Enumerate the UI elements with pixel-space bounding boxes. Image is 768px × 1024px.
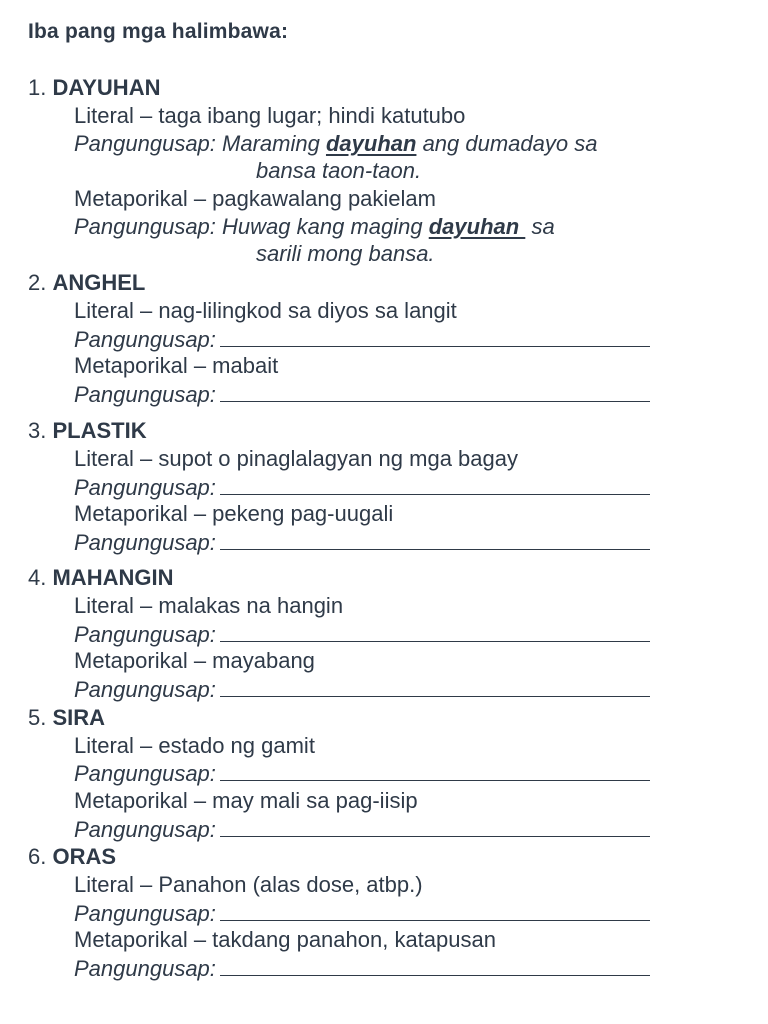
sentence-label: Pangungusap: (74, 214, 216, 239)
example-number: 3. (28, 418, 47, 443)
literal-definition: Literal – malakas na hangin (74, 593, 344, 618)
example-heading-sira (28, 705, 105, 731)
literal-sentence (74, 131, 597, 157)
sentence-continuation: bansa taon-taon. (256, 158, 422, 183)
literal-sentence (74, 474, 650, 501)
metaphorical-definition: Metaporikal – pagkawalang pakielam (74, 186, 436, 211)
answer-blank[interactable] (220, 760, 650, 781)
sentence-text-pre: Huwag kang maging (222, 214, 423, 239)
sentence-label: Pangungusap: (74, 817, 216, 842)
sentence-continuation: sarili mong bansa. (256, 241, 435, 266)
answer-blank[interactable] (220, 474, 650, 495)
sentence-text-pre: Maraming (222, 131, 320, 156)
literal-definition: Literal – nag-lilingkod sa diyos sa langit (74, 298, 457, 323)
page-title: Iba pang mga halimbawa: (28, 20, 289, 43)
example-heading-plastik (28, 418, 147, 444)
answer-blank[interactable] (220, 621, 650, 642)
metaphorical-sentence (74, 955, 650, 982)
literal-definition: Literal – estado ng gamit (74, 733, 315, 758)
metaphorical-sentence (74, 214, 555, 240)
sentence-label: Pangungusap: (74, 901, 216, 926)
answer-blank[interactable] (220, 955, 650, 976)
literal-sentence (74, 326, 650, 353)
example-heading-dayuhan (28, 75, 160, 101)
example-word: ORAS (52, 844, 117, 869)
literal-definition: Literal – taga ibang lugar; hindi katutubo (74, 103, 466, 128)
example-word: PLASTIK (52, 418, 147, 443)
metaphorical-sentence (74, 676, 650, 703)
sentence-label: Pangungusap: (74, 327, 216, 352)
sentence-keyword: dayuhan (325, 131, 417, 156)
metaphorical-definition: Metaporikal – may mali sa pag-iisip (74, 788, 418, 813)
sentence-keyword: dayuhan (428, 214, 526, 239)
sentence-label: Pangungusap: (74, 677, 216, 702)
sentence-label: Pangungusap: (74, 382, 216, 407)
example-number: 2. (28, 270, 47, 295)
answer-blank[interactable] (220, 326, 650, 347)
example-heading-anghel (28, 270, 145, 296)
example-number: 1. (28, 75, 47, 100)
answer-blank[interactable] (220, 816, 650, 837)
literal-sentence (74, 900, 650, 927)
literal-definition: Literal – Panahon (alas dose, atbp.) (74, 872, 423, 897)
metaphorical-sentence (74, 381, 650, 408)
metaphorical-definition: Metaporikal – pekeng pag-uugali (74, 501, 394, 526)
metaphorical-definition: Metaporikal – takdang panahon, katapusan (74, 927, 496, 952)
metaphorical-definition: Metaporikal – mabait (74, 353, 279, 378)
example-word: SIRA (52, 705, 106, 730)
example-word: DAYUHAN (52, 75, 161, 100)
example-heading-mahangin (28, 565, 173, 591)
answer-blank[interactable] (220, 381, 650, 402)
example-number: 6. (28, 844, 47, 869)
example-word: MAHANGIN (52, 565, 174, 590)
answer-blank[interactable] (220, 529, 650, 550)
answer-blank[interactable] (220, 676, 650, 697)
example-number: 4. (28, 565, 47, 590)
example-number: 5. (28, 705, 47, 730)
sentence-label: Pangungusap: (74, 956, 216, 981)
sentence-text-post: ang dumadayo sa (422, 131, 598, 156)
example-word: ANGHEL (52, 270, 146, 295)
sentence-label: Pangungusap: (74, 530, 216, 555)
sentence-label: Pangungusap: (74, 761, 216, 786)
metaphorical-definition: Metaporikal – mayabang (74, 648, 315, 673)
metaphorical-sentence (74, 529, 650, 556)
example-heading-oras (28, 844, 116, 870)
sentence-label: Pangungusap: (74, 131, 216, 156)
sentence-label: Pangungusap: (74, 475, 216, 500)
literal-sentence (74, 621, 650, 648)
sentence-text-post: sa (531, 214, 555, 239)
answer-blank[interactable] (220, 900, 650, 921)
literal-definition: Literal – supot o pinaglalagyan ng mga bagay (74, 446, 518, 471)
sentence-label: Pangungusap: (74, 622, 216, 647)
literal-sentence (74, 760, 650, 787)
metaphorical-sentence (74, 816, 650, 843)
